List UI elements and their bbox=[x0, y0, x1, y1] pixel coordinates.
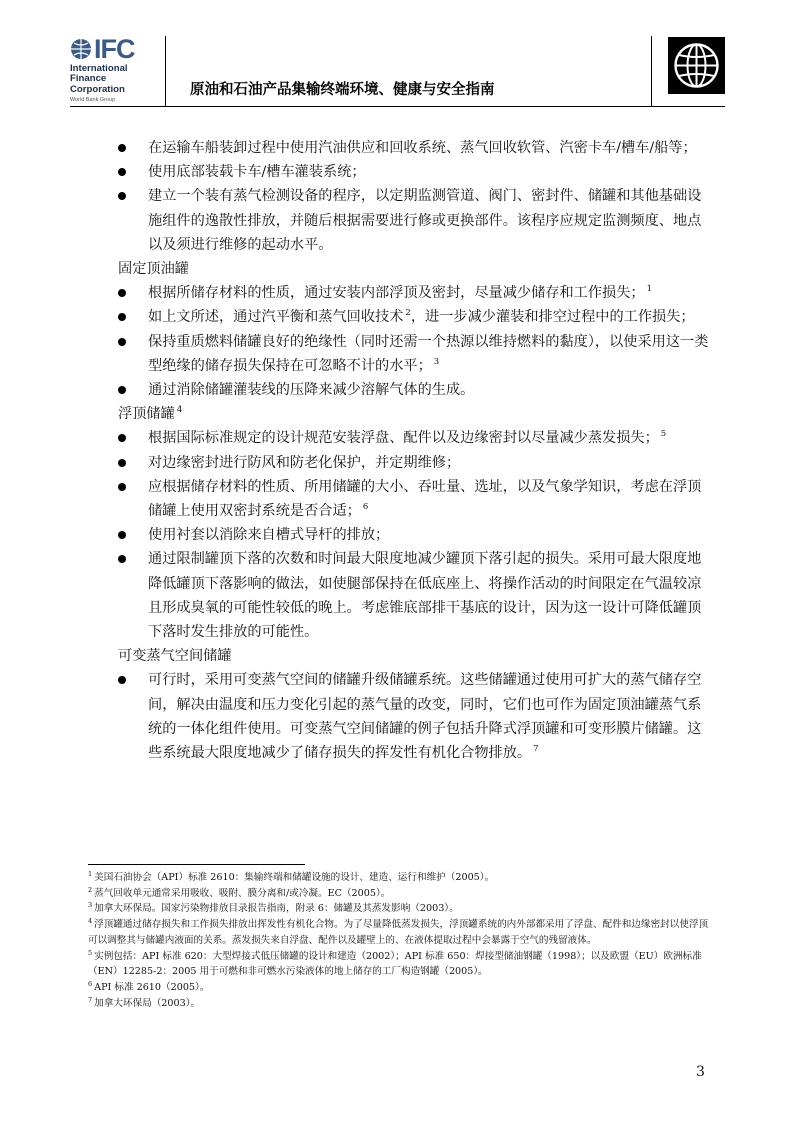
list-item bbox=[118, 426, 710, 450]
footnote bbox=[88, 949, 712, 980]
list-item bbox=[118, 281, 710, 305]
footnote-number: 2 bbox=[88, 885, 93, 894]
globe-icon bbox=[70, 38, 92, 60]
section-heading bbox=[118, 257, 710, 281]
footnote-text: 美国石油协会（API）标准 2610：集输终端和储罐设施的设计、建造、运行和维护（2005）。 bbox=[94, 872, 495, 883]
list-item bbox=[118, 160, 710, 184]
footnote-ref: 6 bbox=[362, 502, 369, 513]
ifc-full-name bbox=[70, 64, 128, 95]
section-heading-text: 固定顶油罐 bbox=[118, 261, 189, 278]
bullet-icon bbox=[118, 192, 126, 200]
section-heading-text: 浮顶储罐 bbox=[118, 406, 175, 423]
world-bank-globe-icon bbox=[668, 37, 725, 94]
bullet-icon bbox=[118, 168, 126, 176]
list-item-text: 根据所储存材料的性质，通过安装内部浮顶及密封，尽量减少储存和工作损失； bbox=[148, 285, 645, 302]
footnotes bbox=[88, 870, 712, 1011]
list-item bbox=[118, 378, 710, 402]
ifc-subline: World Bank Group bbox=[70, 97, 116, 103]
footnote-ref: 4 bbox=[176, 405, 183, 416]
bullet-icon bbox=[118, 289, 126, 297]
list-item-text: 如上文所述，通过汽平衡和蒸气回收技术 bbox=[148, 309, 404, 326]
bullet-icon bbox=[118, 144, 126, 152]
list-item-text: 通过限制罐顶下落的次数和时间最大限度地减少罐顶下落引起的损失。采用可最大限度地降低罐顶下落影响的做法，如使腿部保持在低底座上、将操作活动的时间限定在气温较凉且形成臭氧的可能性较低的晚上。考虑锥底部排干基底的设计，因为这一设计可降低罐顶下落时发生排放的可能性。 bbox=[148, 551, 702, 641]
bullet-icon bbox=[118, 386, 126, 394]
bullet-icon bbox=[118, 313, 126, 321]
header-rule bbox=[70, 106, 725, 107]
footnote bbox=[88, 886, 712, 902]
footnote bbox=[88, 917, 712, 948]
main-content bbox=[118, 136, 710, 765]
footnote-text: 蒸气回收单元通常采用吸收、吸附、膜分离和/或冷凝。EC（2005）。 bbox=[94, 887, 391, 899]
footnote bbox=[88, 980, 712, 996]
bullet-icon bbox=[118, 555, 126, 563]
section bbox=[118, 644, 710, 765]
ifc-logo bbox=[70, 36, 162, 102]
footnote-rule bbox=[88, 864, 305, 865]
section-heading-text: 可变蒸气空间储罐 bbox=[118, 648, 232, 665]
document-title: 原油和石油产品集输终端环境、健康与安全指南 bbox=[190, 82, 495, 98]
bullet-icon bbox=[118, 483, 126, 491]
footnote-number: 7 bbox=[88, 995, 93, 1004]
list-item bbox=[118, 668, 710, 765]
list-item-text: 根据国际标准规定的设计规范安装浮盘、配件以及边缘密封以尽量减少蒸发损失； bbox=[148, 430, 659, 447]
footnote-number: 5 bbox=[88, 948, 93, 957]
header-divider bbox=[651, 36, 652, 106]
section-heading bbox=[118, 644, 710, 668]
footnote-ref: 2 bbox=[405, 308, 411, 319]
bullet-icon bbox=[118, 531, 126, 539]
list-item bbox=[118, 330, 710, 378]
footnote bbox=[88, 996, 712, 1012]
list-item-text: 应根据储存材料的性质、所用储罐的大小、吞吐量、选址，以及气象学知识，考虑在浮顶储罐上使用双密封系统是否合适； bbox=[148, 478, 702, 520]
list-item-text: 可行时，采用可变蒸气空间的储罐升级储罐系统。这些储罐通过使用可扩大的蒸气储存空间，解决由温度和压力变化引起的蒸气量的改变，同时，它们也可作为固定顶油罐蒸气系统的一体化组件使用。可变蒸气空间储罐的例子包括升降式浮顶罐和可变形膜片储罐。这些系统最大限度地减少了储存损失的挥发性有机化合物排放。 bbox=[148, 672, 702, 762]
list-item-text: 通过消除储罐灌装线的压降来减少溶解气体的生成。 bbox=[148, 382, 475, 399]
list-item-text: 在运输车船装卸过程中使用汽油供应和回收系统、蒸气回收软管、汽密卡车/槽车/船等； bbox=[148, 140, 697, 156]
footnote-number: 1 bbox=[88, 870, 93, 878]
list-item bbox=[118, 305, 710, 329]
ifc-name-line: International bbox=[70, 63, 128, 74]
list-item bbox=[118, 475, 710, 523]
page-number: 3 bbox=[696, 1064, 705, 1080]
footnote-text: 加拿大环保局。国家污染物排放目录报告指南，附录 6：储罐及其蒸发影响（2003）。 bbox=[94, 903, 459, 915]
list-item-text: 保持重质燃料储罐良好的绝缘性（同时还需一个热源以维持燃料的黏度），以使采用这一类型绝缘的储存损失保持在可忽略不计的水平； bbox=[148, 333, 709, 374]
footnote-ref: 3 bbox=[433, 356, 440, 367]
header-divider bbox=[165, 36, 166, 106]
footnote-ref: 7 bbox=[533, 744, 539, 755]
footnote-text: 加拿大环保局（2003）。 bbox=[94, 997, 201, 1009]
footnote bbox=[88, 870, 712, 886]
section-heading bbox=[118, 402, 710, 426]
footnote-ref: 5 bbox=[660, 429, 667, 440]
list-item bbox=[118, 523, 710, 547]
footnote-number: 6 bbox=[88, 979, 93, 988]
footnote-number: 4 bbox=[88, 917, 93, 926]
ifc-name-line: Finance bbox=[70, 73, 107, 85]
footnote-number: 3 bbox=[88, 901, 93, 910]
section bbox=[118, 402, 710, 644]
intro-bullet-list bbox=[118, 136, 710, 257]
list-item bbox=[118, 136, 710, 160]
footnote-ref: 1 bbox=[646, 284, 652, 295]
section bbox=[118, 257, 710, 402]
ifc-name-line: Corporation bbox=[70, 83, 125, 95]
list-item-text: 建立一个装有蒸气检测设备的程序，以定期监测管道、阀门、密封件、储罐和其他基础设施组件的逸散性排放，并随后根据需要进行修或更换部件。该程序应规定监测频度、地点以及须进行维修的起动水平。 bbox=[148, 188, 702, 253]
list-item-text: 使用衬套以消除来自槽式导杆的排放； bbox=[148, 527, 390, 544]
bullet-icon bbox=[118, 676, 126, 684]
list-item-text: 使用底部装载卡车/槽车灌装系统； bbox=[148, 164, 366, 181]
list-item bbox=[118, 184, 710, 257]
list-item-text: 对边缘密封进行防风和防老化保护，并定期维修； bbox=[148, 454, 461, 471]
bullet-icon bbox=[118, 459, 126, 467]
footnote bbox=[88, 901, 712, 917]
ifc-mark bbox=[70, 36, 135, 62]
list-item bbox=[118, 547, 710, 644]
ifc-letters: IFC bbox=[94, 34, 135, 64]
footnote-text: API 标准 2610（2005）。 bbox=[94, 981, 210, 993]
bullet-icon bbox=[118, 434, 126, 442]
list-item bbox=[118, 451, 710, 475]
list-item-text: ，进一步减少灌装和排空过程中的工作损失； bbox=[410, 309, 695, 326]
section-list bbox=[118, 257, 710, 765]
footnote-text: 浮顶罐通过储存损失和工作损失排放出挥发性有机化合物。为了尽量降低蒸发损失，浮顶罐系统的内外部都采用了浮盘、配件和边缘密封以使浮顶可以调整其与储罐内液面的关系。蒸发损失来自浮盘、配件以及罐壁上的、在液体提取过程中会暴露于空气的残留液体。 bbox=[88, 919, 709, 946]
bullet-icon bbox=[118, 338, 126, 346]
footnote-text: 实例包括：API 标准 620：大型焊接式低压储罐的设计和建造（2002）；API 标准 650：焊接型储油钢罐（1998）；以及欧盟（EU）欧洲标准（EN）12285-2：2005 用于可燃和非可燃水污染液体的地上储存的工厂构造钢罐（2005）。 bbox=[88, 950, 702, 978]
